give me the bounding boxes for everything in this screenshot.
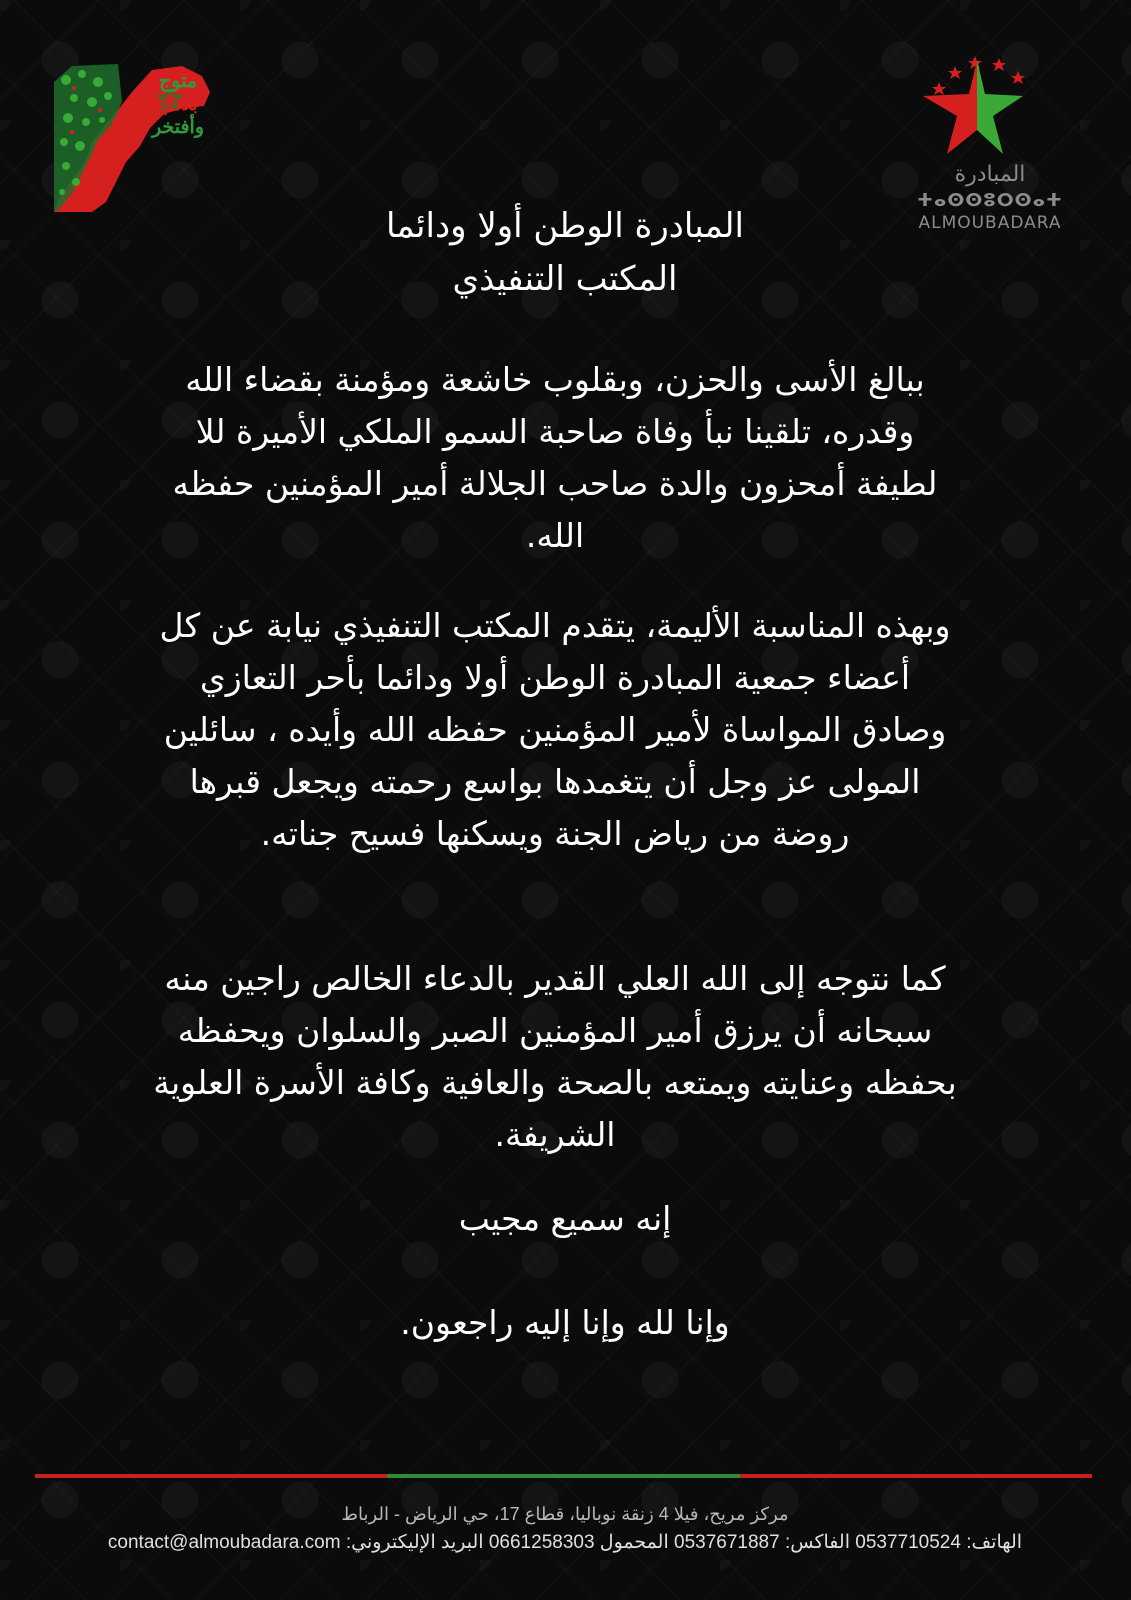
condolence-paragraph-2: وبهذه المناسبة الأليمة، يتقدم المكتب التنفيذي نيابة عن كل أعضاء جمعية المبادرة الوطن أولا ودائما بأحر التعازي وصادق المواساة لأمير المؤمنين حفظه الله وأيده ، سائلين المولى عز وجل أن يتغمدها بواسع رحمته ويجعل قبرها روضة من رياض الجنة ويسكنها فسيح جناته. [159,606,951,853]
condolence-paragraph-3: كما نتوجه إلى الله العلي القدير بالدعاء الخالص راجين منه سبحانه أن يرزق أمير المؤمنين الصبر والسلوان ويحفظه بحفظه وعنايته ويمتعه بالصحة والعافية وكافة الأسرة العلوية الشريفة. [153,959,957,1154]
closing-line-1: إنه سميع مجيب [458,1199,672,1238]
logo-left-slogan [128,70,228,139]
slogan-line-2: بلادي [158,93,198,115]
condolence-paragraph-1: ببالغ الأسى والحزن، وبقلوب خاشعة ومؤمنة بقضاء الله وقدره، تلقينا نبأ وفاة صاحبة السمو الملكي الأميرة للا لطيفة أمحزون والدة صاحب الجلالة أمير المؤمنين حفظه الله. [172,360,938,555]
logo-right-arabic-name: المبادرة [954,162,1026,187]
heading-line-2: المكتب التنفيذي [452,259,678,299]
slogan-line-3: وأفتخر [151,116,205,138]
document-heading [190,200,940,306]
closing-line-2: وإنا لله وإنا إليه راجعون. [400,1303,730,1342]
divider-segment-red [740,1474,1092,1478]
footer-divider [35,1474,1092,1478]
heading-line-1: المبادرة الوطن أولا ودائما [386,206,744,246]
divider-segment-red [35,1474,387,1478]
logo-right-tifinagh-name: ⵜⴰⵙⵙⵓⵔⵙⴰⵜ [917,190,1063,211]
divider-segment-green [387,1474,739,1478]
footer-contact: الهاتف: 0537710524 الفاكس: 0537671887 المحمول 0661258303 البريد الإليكتروني: contact@almoubadara.com [107,1532,1023,1553]
footer-address: مركز مريح، فيلا 4 زنقة نوباليا، قطاع 17، حي الرياض - الرباط [341,1504,789,1524]
slogan-line-1: متوج [159,70,197,92]
logo-right-latin-name: ALMOUBADARA [918,213,1062,233]
star-logo-icon [905,44,1075,164]
